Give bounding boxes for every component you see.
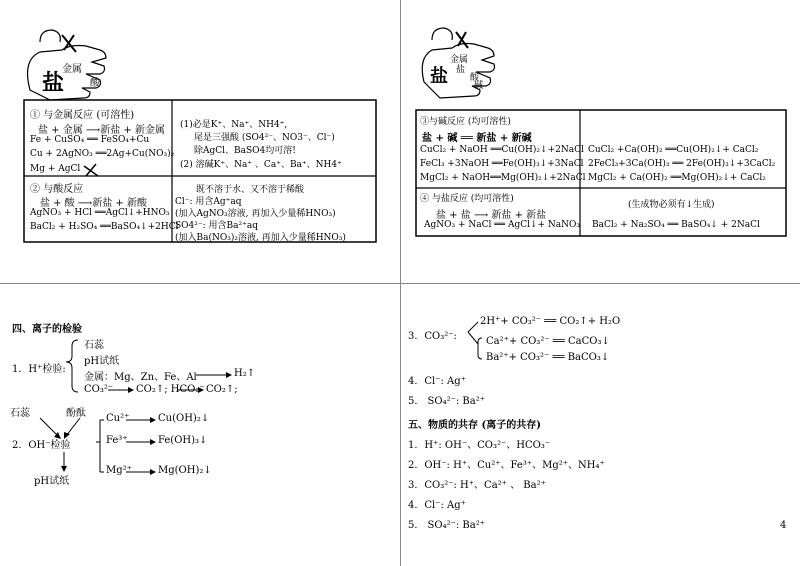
coexist-oh: 2．OH⁻: H⁺、Cu²⁺、Fe³⁺、Mg²⁺、NH₄⁺ [408,460,605,471]
solubility-rule-1: (1)必是K⁺、Na⁺、NH4⁺, [180,120,288,130]
precipitate-note-3: (加入AgNO₃溶液, 再加入少量稀HNO₃) [175,209,336,219]
precipitate-note-4: SO4²⁻: 用含Ba²⁺aq [175,221,258,231]
precipitate-note-2: Cl⁻: 用含Ag⁺aq [175,197,242,207]
metal-reaction-line1: 盐 + 金属 ⟶新盐 + 新金属 [38,125,165,136]
carbonate-label: 3．CO₃²⁻: [408,331,457,342]
oh-test-phenolphthalein: 酚酞 [66,408,86,419]
metal-reaction-line4: Mg + AgCl [30,164,81,174]
coexist-h: 1．H⁺: OH⁻、CO₃²⁻、HCO₃⁻ [408,440,551,451]
oh-test-fe-product: Fe(OH)₃↓ [158,435,208,446]
oh-test-fe-ion: Fe³⁺ [106,435,128,446]
carbonate-barium-eq: Ba²⁺+ CO₃²⁻ ══ BaCO₃↓ [486,352,610,363]
acid-reaction-title: ② 与酸反应 [30,184,84,195]
hand2-base-label: 碱 [474,81,484,91]
carbonate-calcium-eq: Ca²⁺+ CO₃²⁻ ══ CaCO₃↓ [486,336,610,347]
h-test-h2: H₂↑ [234,368,256,379]
solubility-rule-3: 除AgCl、BaSO4均可溶! [194,146,296,156]
oh-test-ph-paper: pH试纸 [34,476,70,487]
caoh2-reaction-2: 2FeCl₃+3Ca(OH)₂ ══ 2Fe(OH)₃↓+3CaCl₂ [588,159,776,169]
hand-main-label: 盐 [42,70,65,96]
solubility-rule-2: 尾是三强酸 (SO4²⁻、NO3⁻、Cl⁻) [194,133,335,143]
hand2-metal-label: 金属 [450,55,469,65]
oh-test-cu-product: Cu(OH)₂↓ [158,413,210,424]
oh-test-litmus: 石蕊 [10,408,30,419]
h-test-co2-hco3: CO₂↑; HCO₃⁻ [136,384,205,395]
oh-test-mg-ion: Mg²⁺ [106,465,132,476]
metal-reaction-line3: Cu + 2AgNO₃ ══2Ag+Cu(NO₃)₂ [30,149,175,159]
carbonate-acid-eq: 2H⁺+ CO₃²⁻ ══ CO₂↑+ H₂O [480,316,621,327]
sulfate-test: 5． SO₄²⁻: Ba²⁺ [408,396,486,407]
hand-acid-label: 酸 [90,78,100,89]
hand-metal-label: 金属 [62,64,82,75]
base-reaction-title: ③与碱反应 (均可溶性) [420,117,511,127]
acid-reaction-line2: AgNO₃ + HCl ══AgCl↓+HNO₃ [30,208,170,218]
base-reaction-line2: CuCl₂ + NaOH ══Cu(OH)₂↓+2NaCl [420,145,584,155]
oh-test-mg-product: Mg(OH)₂↓ [158,465,212,476]
base-reaction-line1: 盐 + 碱 ══ 新盐 + 新碱 [422,133,532,144]
h-test-carbonate: CO₃²⁻ [84,384,114,395]
hand2-acid-label: 酸 [470,73,480,83]
hand2-main-label: 盐 [430,66,448,87]
salt-precipitate-note: (生成物必须有↓生成) [628,200,715,210]
precipitate-note-5: (加入Ba(NO₃)₂溶液, 再加入少量稀HNO₃) [175,233,346,243]
ion-test-heading: 四、离子的检验 [12,324,82,335]
coexist-co3: 3．CO₃²⁻: H⁺、Ca²⁺ 、 Ba²⁺ [408,480,546,491]
metal-reaction-title: ① 与金属反应 (可溶性) [30,110,135,121]
precipitate-note-1: 既不溶于水、又不溶于稀酸 [196,185,305,195]
base-reaction-line4: MgCl₂ + NaOH══Mg(OH)₂↓+2NaCl [420,173,586,183]
coexist-cl: 4．Cl⁻: Ag⁺ [408,500,466,511]
caoh2-reaction-3: MgCl₂ + Ca(OH)₂ ══Mg(OH)₂↓+ CaCl₂ [588,173,766,183]
acid-reaction-line3: BaCl₂ + H₂SO₄ ══BaSO₄↓+2HCl [30,222,179,232]
chloride-test: 4．Cl⁻: Ag⁺ [408,376,466,387]
solubility-rule-4: (2) 溶碱K⁺、Na⁺ 、Ca⁺、Ba⁺、NH4⁺ [180,160,342,170]
base-reaction-line3: FeCl₃ +3NaOH ══Fe(OH)₃↓+3NaCl [420,159,584,169]
salt-reaction-line2: AgNO₃ + NaCl ══ AgCl↓+ NaNO₃ [424,220,581,230]
h-test-metals: 金属：Mg、Zn、Fe、Al [84,372,197,383]
h-test-litmus: 石蕊 [84,340,104,351]
coexist-so4: 5． SO₄²⁻: Ba²⁺ [408,520,486,531]
h-test-ph-paper: pH试纸 [84,356,120,367]
caoh2-reaction-1: CuCl₂ +Ca(OH)₂ ══Cu(OH)₂↓+ CaCl₂ [588,145,759,155]
salt-reaction-example: BaCl₂ + Na₂SO₄ ══ BaSO₄↓ + 2NaCl [592,220,760,230]
salt-reaction-line1: 盐 + 盐 ⟶ 新盐 + 新盐 [436,210,547,221]
oh-test-cu-ion: Cu²⁺ [106,413,130,424]
page-number: 4 [780,520,787,531]
acid-reaction-line1: 盐 + 酸 ⟶新盐 + 新酸 [40,198,147,209]
metal-reaction-line2: Fe + CuSO₄ ══ FeSO₄+Cu [30,135,150,145]
h-test-label: 1．H⁺检验: [12,364,66,375]
oh-test-label: 2．OH⁻检验 [12,440,71,451]
hand2-salt-label: 盐 [456,65,466,75]
coexistence-heading: 五、物质的共存 (离子的共存) [408,420,541,431]
salt-reaction-title: ④ 与盐反应 (均可溶性) [420,194,514,204]
h-test-co2: CO₂↑; [206,384,238,395]
